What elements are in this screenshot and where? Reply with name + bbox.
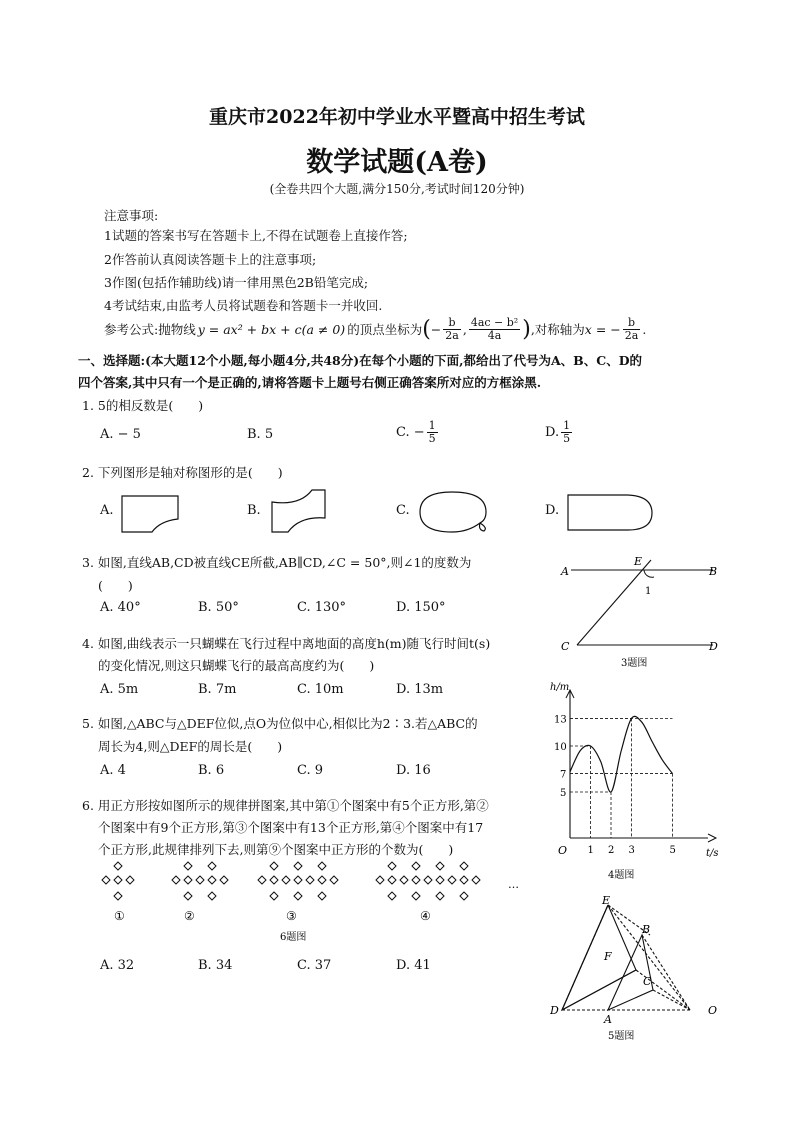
label-d: D	[709, 640, 718, 653]
y-axis-label: h/m	[550, 682, 570, 693]
square-diamond	[114, 892, 122, 900]
square-diamond	[258, 876, 266, 884]
square-diamond	[172, 876, 180, 884]
label-a: A	[561, 565, 569, 578]
q3-option-a: A. 40°	[100, 600, 141, 615]
reference-formula: 参考公式:抛物线 y = ax² + bx + c(a ≠ 0) 的顶点坐标为 ( − $\frac{b}{2a}$ , $\frac{\text{4ac − b²}}{4a}$ ) ,对称轴为 x = − $\frac{b}{2a}$ .	[104, 315, 647, 342]
notes-heading: 注意事项:	[104, 208, 159, 223]
square-diamond	[460, 876, 468, 884]
q2-option-a: A.	[100, 503, 114, 518]
q1-d-num: 1	[563, 419, 571, 432]
square-diamond	[220, 876, 228, 884]
square-diamond	[184, 892, 192, 900]
square-diamond	[436, 876, 444, 884]
square-diamond	[102, 876, 110, 884]
section-heading-2: 四个答案,其中只有一个是正确的,请将答题卡上题号右侧正确答案所对应的方框涂黑.	[78, 375, 542, 390]
q3-figure	[555, 552, 735, 672]
parabola-expr: y = ax² + bx + c(a ≠ 0)	[197, 321, 346, 337]
q4-stem-2: 的变化情况,则这只蝴蝶飞行的最高高度约为( )	[98, 658, 375, 673]
square-diamond	[460, 862, 468, 870]
square-diamond	[282, 876, 290, 884]
q6-caption: 6题图	[280, 932, 307, 943]
formula-prefix: 参考公式:抛物线	[104, 322, 196, 337]
label-b: B	[709, 565, 718, 578]
q6-pattern-figure	[90, 858, 530, 948]
q5-caption: 5题图	[608, 1031, 635, 1042]
q5-stem-2: 周长为4,则△DEF的周长是( )	[98, 739, 283, 754]
x-axis-label: t/s	[706, 848, 719, 859]
square-diamond	[448, 876, 456, 884]
label-b: B	[642, 923, 651, 936]
q4-option-b: B. 7m	[198, 682, 237, 697]
square-diamond	[294, 892, 302, 900]
q3-option-c: C. 130°	[297, 600, 347, 615]
q2-shape-d	[568, 495, 652, 530]
ellipsis: …	[508, 878, 519, 891]
q6-option-d: D. 41	[396, 958, 431, 973]
square-diamond	[114, 876, 122, 884]
axis-num: b	[623, 317, 641, 330]
q2-stem: 2. 下列图形是轴对称图形的是( )	[82, 465, 283, 480]
q1-d-prefix: D.	[545, 425, 560, 440]
q2-shape-c	[420, 492, 486, 532]
square-diamond	[270, 862, 278, 870]
q6-stem: 6. 用正方形按如图所示的规律拼图案,其中第①个图案中有5个正方形,第②	[82, 798, 489, 813]
label-e: E	[602, 894, 611, 907]
label-f: F	[604, 950, 612, 963]
exam-title: 重庆市2022年初中学业水平暨高中招生考试	[209, 106, 585, 128]
square-diamond	[208, 892, 216, 900]
angle-1-arc	[644, 570, 654, 577]
guide-line	[570, 774, 673, 838]
square-diamond	[126, 876, 134, 884]
x-axis-arrow	[708, 834, 716, 842]
q4-chart	[540, 678, 730, 888]
square-diamond	[436, 862, 444, 870]
guide-line	[570, 718, 632, 838]
q4-guide-lines	[570, 718, 673, 838]
q6-option-c: C. 37	[297, 958, 332, 973]
square-diamond	[460, 892, 468, 900]
q3-stem: 3. 如图,直线AB,CD被直线CE所截,AB∥CD,∠C = 50°,则∠1的度数为	[82, 555, 472, 570]
square-diamond	[208, 876, 216, 884]
label-c: C	[561, 640, 570, 653]
q2-option-b: B.	[247, 503, 261, 518]
chart-caption: 4题图	[608, 870, 635, 881]
q4-option-c: C. 10m	[297, 682, 344, 697]
exam-info: (全卷共四个大题,满分150分,考试时间120分钟)	[269, 182, 525, 196]
triangle-def	[562, 905, 636, 1010]
vertex-x-num: b	[443, 317, 461, 330]
dashed-oe	[562, 905, 690, 1010]
square-diamond	[388, 862, 396, 870]
y-tick-label: 10	[554, 742, 567, 753]
square-diamond	[184, 862, 192, 870]
q2-shape-b	[272, 490, 325, 532]
square-diamond	[388, 876, 396, 884]
x-tick-label: 1	[587, 845, 594, 856]
axis-expr: x = −	[584, 321, 621, 337]
square-diamond	[472, 876, 480, 884]
formula-mid: 的顶点坐标为	[347, 322, 423, 337]
q3-option-d: D. 150°	[396, 600, 446, 615]
square-diamond	[306, 876, 314, 884]
pattern-label-3: ③	[286, 909, 297, 923]
q4-stem: 4. 如图,曲线表示一只蝴蝶在飞行过程中离地面的高度h(m)随飞行时间t(s)	[82, 636, 491, 651]
q1-c-prefix: C. −	[396, 425, 425, 440]
pattern-label-2: ②	[184, 909, 195, 923]
q4-option-a: A. 5m	[100, 682, 139, 697]
dashed-co	[653, 990, 690, 1010]
square-diamond	[208, 862, 216, 870]
vertex-y-num: 4ac − b²	[470, 315, 519, 329]
square-diamond	[330, 876, 338, 884]
label-a: A	[604, 1013, 612, 1026]
pattern-label-1: ①	[114, 909, 125, 923]
note-item: 3作图(包括作辅助线)请一律用黑色2B铅笔完成;	[104, 275, 369, 290]
x-tick-label: 3	[628, 845, 635, 856]
square-diamond	[318, 862, 326, 870]
square-diamond	[114, 862, 122, 870]
q3-caption: 3题图	[621, 658, 648, 669]
q1-c-den: 5	[428, 432, 436, 445]
q5-option-b: B. 6	[198, 763, 225, 778]
q5-option-a: A. 4	[100, 763, 126, 778]
square-diamond	[270, 876, 278, 884]
square-diamond	[376, 876, 384, 884]
q1-d-den: 5	[563, 432, 571, 445]
origin-label: O	[558, 844, 568, 857]
pattern-label-4: ④	[420, 909, 431, 923]
def-outline	[562, 905, 636, 1010]
note-item: 4考试结束,由监考人员将试题卷和答题卡一并收回.	[104, 298, 383, 313]
exam-subtitle: 数学试题(A卷)	[306, 147, 488, 178]
square-diamond	[184, 876, 192, 884]
q6-option-b: B. 34	[198, 958, 233, 973]
square-diamond	[270, 892, 278, 900]
label-e: E	[634, 555, 643, 568]
q5-figure	[540, 893, 730, 1043]
q5-option-c: C. 9	[297, 763, 324, 778]
square-diamond	[318, 876, 326, 884]
q5-stem: 5. 如图,△ABC与△DEF位似,点O为位似中心,相似比为2∶3.若△ABC的	[82, 716, 478, 731]
x-tick-label: 5	[669, 845, 676, 856]
square-diamond	[400, 876, 408, 884]
section-heading: 一、选择题:(本大题12个小题,每小题4分,共48分)在每个小题的下面,都给出了代号为A、B、C、D的	[78, 353, 643, 368]
line-ce	[577, 560, 651, 645]
y-tick-label: 5	[560, 788, 567, 799]
axis-text: ,对称轴为	[530, 322, 585, 337]
label-o: O	[708, 1004, 718, 1017]
q2-option-c: C.	[396, 503, 410, 518]
q6-stem-3: 个正方形,此规律排列下去,则第⑨个图案中正方形的个数为( )	[98, 842, 454, 857]
q6-stem-2: 个图案中有9个正方形,第③个图案中有13个正方形,第④个图案中有17	[98, 820, 484, 835]
square-diamond	[294, 876, 302, 884]
q3-stem-2: ( )	[98, 578, 133, 593]
q1-option-b: B. 5	[247, 427, 274, 442]
label-c: C	[643, 975, 652, 988]
square-diamond	[318, 892, 326, 900]
q5-option-d: D. 16	[396, 763, 431, 778]
y-tick-label: 13	[554, 714, 567, 726]
q1-c-num: 1	[428, 419, 436, 432]
square-diamond	[412, 892, 420, 900]
label-d: D	[550, 1004, 559, 1017]
q3-option-b: B. 50°	[198, 600, 239, 615]
q1-stem: 1. 5的相反数是( )	[82, 398, 204, 413]
label-angle-1: 1	[645, 586, 652, 597]
q6-option-a: A. 32	[100, 958, 135, 973]
q2-shape-a	[122, 496, 178, 532]
q4-option-d: D. 13m	[396, 682, 444, 697]
q1-option-a: A. − 5	[100, 427, 141, 442]
vertex-y-den: 4a	[487, 328, 502, 342]
note-item: 2作答前认真阅读答题卡上的注意事项;	[104, 252, 317, 267]
square-diamond	[196, 876, 204, 884]
height-curve	[570, 716, 673, 792]
square-diamond	[436, 892, 444, 900]
square-diamond	[412, 862, 420, 870]
q2-option-d: D.	[545, 503, 560, 518]
vertex-x-den: 2a	[445, 328, 459, 342]
square-diamond	[412, 876, 420, 884]
square-diamond	[424, 876, 432, 884]
y-tick-label: 7	[560, 769, 567, 781]
x-tick-label: 2	[608, 845, 615, 856]
note-item: 1试题的答案书写在答题卡上,不得在试题卷上直接作答;	[104, 228, 408, 243]
axis-den: 2a	[624, 328, 639, 342]
square-diamond	[388, 892, 396, 900]
square-diamond	[294, 862, 302, 870]
